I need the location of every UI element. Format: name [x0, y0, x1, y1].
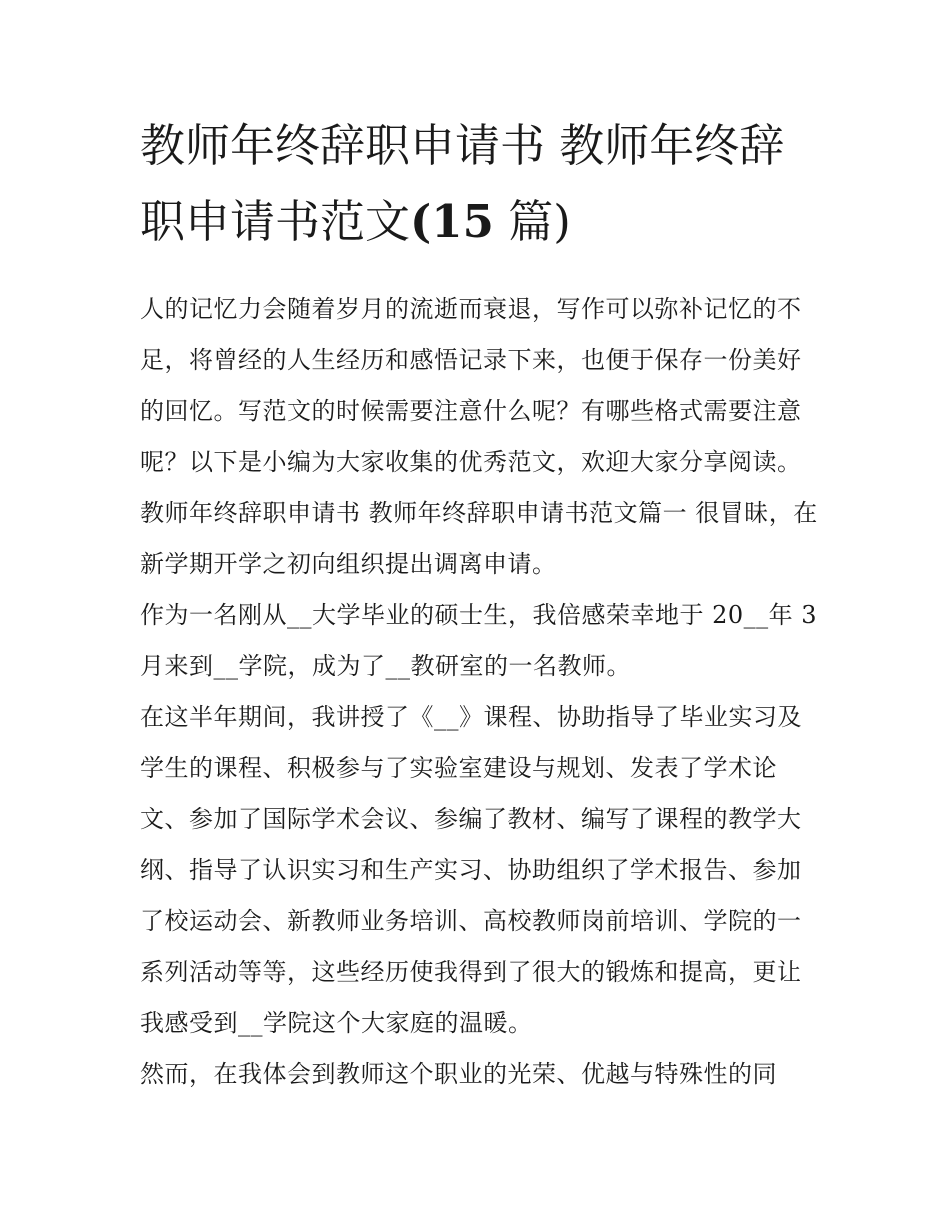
paragraph-intro: 人的记忆力会随着岁月的流逝而衰退，写作可以弥补记忆的不足，将曾经的人生经历和感悟记录下来，也便于保存一份美好的回忆。写范文的时候需要注意什么呢？有哪些格式需要注意呢？以下是小编为大家收集的优秀范文，欢迎大家分享阅读。: [140, 295, 802, 476]
title-count: (15: [410, 195, 494, 248]
paragraph-continuation: 然而，在我体会到教师这个职业的光荣、优越与特殊性的同: [140, 1060, 777, 1088]
paragraph-opening: 教师年终辞职申请书 教师年终辞职申请书范文篇一 很冒昧，在新学期开学之初向组织提出调离申请。: [140, 499, 818, 578]
paragraph-background: 作为一名刚从__大学毕业的硕士生，我倍感荣幸地于 20__年 3 月来到__学院，成为了__教研室的一名教师。: [140, 601, 818, 680]
paragraph-experience: 在这半年期间，我讲授了《__》课程、协助指导了毕业实习及学生的课程、积极参与了实验室建设与规划、发表了学术论文、参加了国际学术会议、参编了教材、编写了课程的教学大纲、指导了认识实习和生产实习、协助组织了学术报告、参加了校运动会、新教师业务培训、高校教师岗前培训、学院的一系列活动等等，这些经历使我得到了很大的锻炼和提高，更让我感受到__学院这个大家庭的温暖。: [140, 703, 802, 1037]
document-title: [140, 108, 820, 260]
title-text: 教师年终辞职申请书 教师年终辞职申请书范文: [140, 119, 785, 248]
title-suffix: 篇): [493, 195, 571, 248]
document-page: [140, 108, 820, 1100]
document-body: [140, 284, 820, 1100]
